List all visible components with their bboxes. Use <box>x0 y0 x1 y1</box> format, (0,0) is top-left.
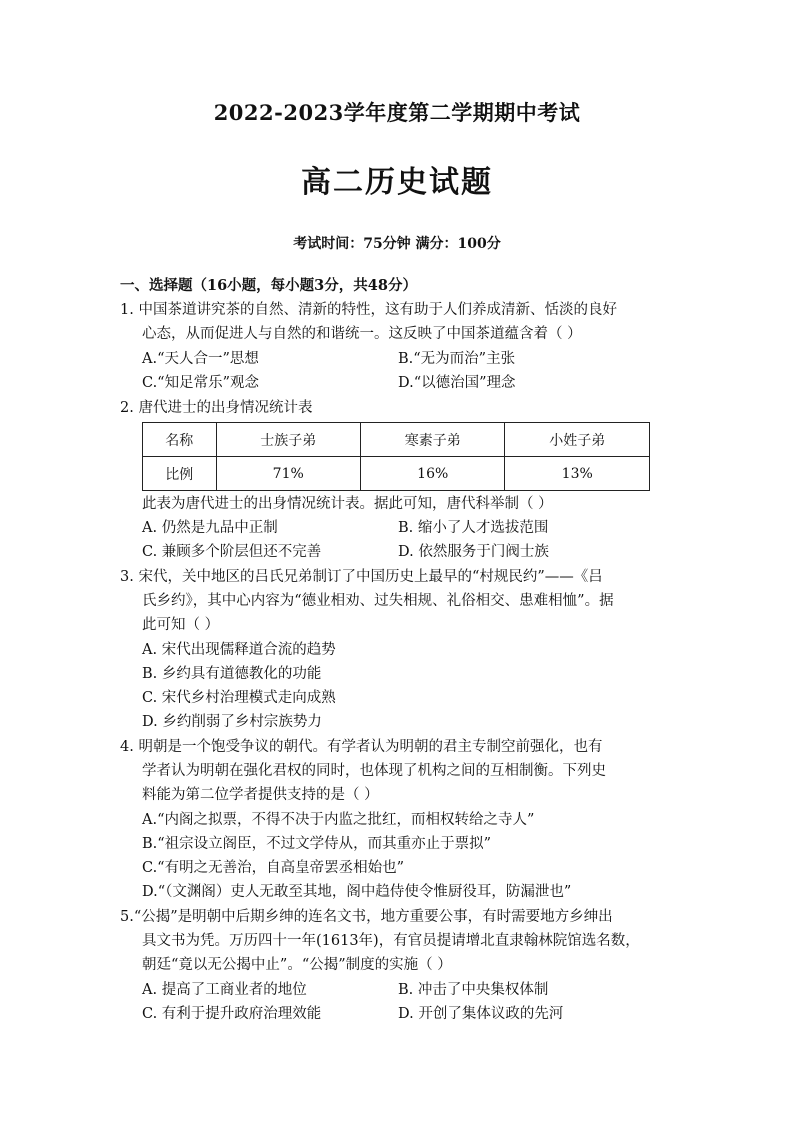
exam-info: 考试时间：75分钟 满分：100分 <box>293 236 501 252</box>
q4-option-b: B.“祖宗设立阁臣，不过文学侍从，而其重亦止于票拟” <box>142 836 492 852</box>
q1-stem-line2: 心态，从而促进人与自然的和谐统一。这反映了中国茶道蕴含着（ ） <box>142 326 582 342</box>
table-cell: 71% <box>216 457 360 491</box>
q4-option-d: D.“（文渊阁）吏人无敢至其地，阁中趋侍使令惟厨役耳，防漏泄也” <box>142 884 572 900</box>
q2-option-d: D. 依然服务于门阀士族 <box>398 544 549 560</box>
q2-stem-line2: 此表为唐代进士的出身情况统计表。据此可知，唐代科举制（ ） <box>142 496 553 512</box>
q3-stem-line3: 此可知（ ） <box>142 617 220 633</box>
q5-option-b: B. 冲击了中央集权体制 <box>398 982 549 998</box>
q2-option-c: C. 兼顾多个阶层但还不完善 <box>142 544 322 560</box>
q2-table <box>142 422 650 491</box>
section-heading: 一、选择题（16小题，每小题3分，共48分） <box>120 277 417 294</box>
q3-option-d: D. 乡约削弱了乡村宗族势力 <box>142 714 322 730</box>
q5-stem-line1: 5.“公揭”是明朝中后期乡绅的连名文书，地方重要公事，有时需要地方乡绅出 <box>120 909 613 925</box>
table-header-row <box>143 423 650 457</box>
q1-stem-line1: 1. 中国茶道讲究茶的自然、清新的特性，这有助于人们养成清新、恬淡的良好 <box>120 302 617 318</box>
exam-subtitle: 高二历史试题 <box>301 165 493 200</box>
q4-stem-line1: 4. 明朝是一个饱受争议的朝代。有学者认为明朝的君主专制空前强化，也有 <box>120 739 603 755</box>
q3-stem-line2: 氏乡约》，其中心内容为“德业相劝、过失相规、礼俗相交、患难相恤”。据 <box>142 593 614 609</box>
table-cell: 13% <box>505 457 650 491</box>
q3-option-c: C. 宋代乡村治理模式走向成熟 <box>142 690 336 706</box>
table-header-cell: 士族子弟 <box>216 423 360 457</box>
q4-option-a: A.“内阁之拟票，不得不决于内监之批红，而相权转给之寺人” <box>142 812 535 828</box>
q3-option-a: A. 宋代出现儒释道合流的趋势 <box>142 642 336 658</box>
q2-stem-line1: 2. 唐代进士的出身情况统计表 <box>120 400 313 416</box>
q5-stem-line2: 具文书为凭。万历四十一年(1613年)，有官员提请增北直隶翰林院馆选名数， <box>142 933 640 949</box>
q4-stem-line3: 料能为第二位学者提供支持的是（ ） <box>142 787 379 803</box>
table-cell: 16% <box>360 457 504 491</box>
table-header-cell: 小姓子弟 <box>505 423 650 457</box>
q5-option-a: A. 提高了工商业者的地位 <box>142 982 307 998</box>
q5-option-d: D. 开创了集体议政的先河 <box>398 1006 564 1022</box>
q4-stem-line2: 学者认为明朝在强化君权的同时，也体现了机构之间的互相制衡。下列史 <box>142 763 606 779</box>
q3-stem-line1: 3. 宋代，关中地区的吕氏兄弟制订了中国历史上最早的“村规民约”——《吕 <box>120 569 603 585</box>
exam-title: 2022-2023学年度第二学期期中考试 <box>213 100 581 125</box>
q4-option-c: C.“有明之无善治，自高皇帝罢丞相始也” <box>142 860 405 876</box>
table-header-cell: 名称 <box>143 423 217 457</box>
q5-stem-line3: 朝廷“竟以无公揭中止”。“公揭”制度的实施（ ） <box>142 957 452 973</box>
q1-option-b: B.“无为而治”主张 <box>398 351 516 367</box>
q1-option-a: A.“天人合一”思想 <box>142 351 259 367</box>
q5-option-c: C. 有利于提升政府治理效能 <box>142 1006 322 1022</box>
q1-option-c: C.“知足常乐”观念 <box>142 375 260 391</box>
q3-option-b: B. 乡约具有道德教化的功能 <box>142 666 322 682</box>
q2-option-b: B. 缩小了人才选拔范围 <box>398 520 549 536</box>
q2-option-a: A. 仍然是九品中正制 <box>142 520 278 536</box>
table-row <box>143 457 650 491</box>
q1-option-d: D.“以德治国”理念 <box>398 375 516 391</box>
table-header-cell: 寒素子弟 <box>360 423 504 457</box>
table-cell: 比例 <box>143 457 217 491</box>
